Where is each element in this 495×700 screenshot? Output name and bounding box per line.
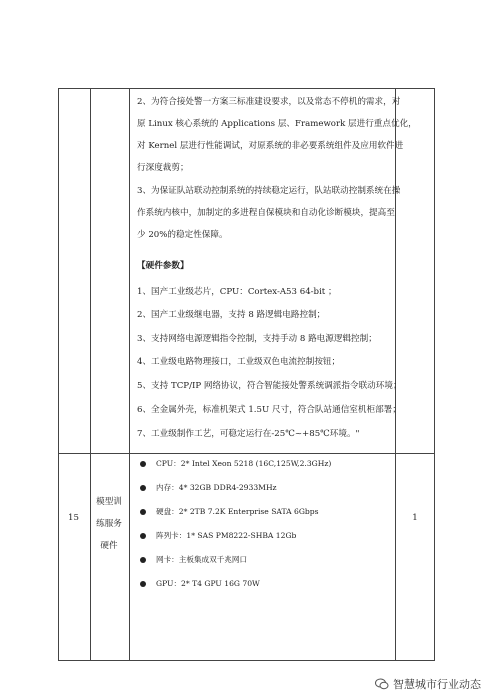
paragraph-line: 原 Linux 核心系统的 Applications 层、Framework 层进行重点优化， (137, 119, 417, 129)
row-index: 15 (68, 513, 79, 523)
row-divider (59, 453, 434, 454)
spec-line: 4、工业级电路物理接口，工业级双色电流控制按钮； (137, 357, 341, 367)
paragraph-line: 2、为符合接处警一方案三标准建设要求，以及常态不停机的需求，对 (137, 97, 401, 107)
spec-line: 3、支持网络电源逻辑指令控制，支持手动 8 路电源逻辑控制； (137, 334, 377, 344)
paragraph-line: 少 20%的稳定性保障。 (137, 230, 228, 240)
bullet-icon (140, 509, 146, 515)
spec-line: 7、工业级制作工艺，可稳定运行在-25℃~+85℃环境。" (137, 429, 360, 439)
list-item: 阵列卡：1* SAS PM8222-SHBA 12Gb (140, 530, 296, 541)
bullet-icon (140, 533, 146, 539)
watermark (375, 676, 481, 692)
bullet-icon (140, 581, 146, 587)
item-name-line: 模型训 (96, 497, 122, 507)
column-divider (90, 89, 91, 660)
list-item: GPU：2* T4 GPU 16G 70W (140, 578, 260, 589)
item-name (90, 491, 128, 557)
column-divider (129, 89, 130, 660)
list-item: CPU：2* Intel Xeon 5218 (16C,125W,2.3GHz) (140, 458, 331, 469)
wechat-icon (375, 678, 389, 690)
watermark-text: 智慧城市行业动态 (393, 678, 481, 691)
paragraph-line: 对 Kernel 层进行性能调试，对原系统的非必要系统组件及应用软件进 (137, 141, 404, 151)
column-divider (395, 89, 396, 660)
item-name-line: 硬件 (100, 541, 118, 551)
spec-line: 1、国产工业级芯片，CPU：Cortex-A53 64-bit ； (137, 287, 337, 297)
quantity: 1 (412, 513, 418, 523)
list-item: 硬盘：2* 2TB 7.2K Enterprise SATA 6Gbps (140, 506, 319, 517)
list-item: 内存：4* 32GB DDR4-2933MHz (140, 482, 277, 493)
spec-line: 5、支持 TCP/IP 网络协议，符合智能接处警系统调派指令联动环境； (137, 381, 402, 391)
bullet-icon (140, 461, 146, 467)
section-heading: 【硬件参数】 (137, 261, 189, 271)
spec-line: 2、国产工业级继电器，支持 8 路逻辑电路控制； (137, 310, 326, 320)
item-name-line: 练服务 (96, 519, 122, 529)
bullet-icon (140, 557, 146, 563)
specification-table (58, 88, 435, 661)
paragraph-line: 行深度裁剪； (137, 163, 189, 173)
list-item: 网卡：主板集成双千兆网口 (140, 554, 247, 565)
paragraph-line: 作系统内核中，加制定的多进程自保模块和自动化诊断模块，提高至 (137, 208, 395, 218)
bullet-icon (140, 485, 146, 491)
spec-line: 6、全金属外壳，标准机架式 1.5U 尺寸，符合队站通信室机柜部署； (137, 405, 401, 415)
paragraph-line: 3、为保证队站联动控制系统的持续稳定运行，队站联动控制系统在操 (137, 186, 401, 196)
